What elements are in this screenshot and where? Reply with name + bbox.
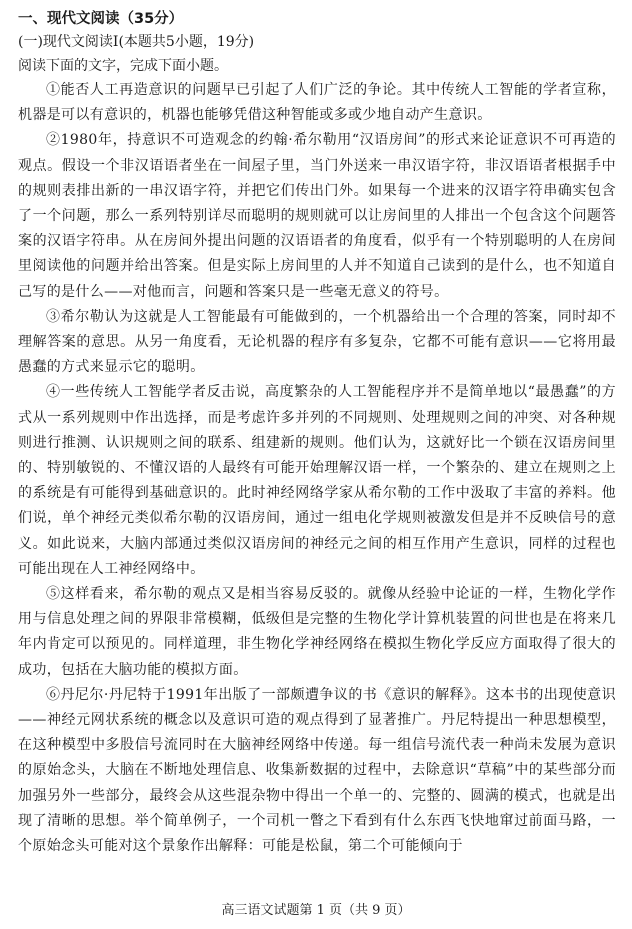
- paragraph-4: ④一些传统人工智能学者反击说，高度繁杂的人工智能程序并不是简单地以“最愚蠢”的方式从一系列规则中作出选择，而是考虑许多并列的不同规则、处理规则之间的冲突、对各种规则进行推测、认识规则之间的联系、组建新的规则。他们认为，这就好比一个锁在汉语房间里的、特别敏锐的、不懂汉语的人最终有可能开始理解汉语一样，一个繁杂的、建立在规则之上的系统是有可能得到基础意识的。此时神经网络学家从希尔勒的工作中汲取了丰富的养料。他们说，单个神经元类似希尔勒的汉语房间，通过一组电化学规则被激发但是并不反映信号的意义。如此说来，大脑内部通过类似汉语房间的神经元之间的相互作用产生意识，同样的过程也可能出现在人工神经网络中。: [18, 384, 616, 577]
- reading-instruction: 阅读下面的文字，完成下面小题。: [18, 58, 228, 74]
- document-page: [18, 8, 616, 859]
- paragraph-5: ⑤这样看来，希尔勒的观点又是相当容易反驳的。就像从经验中论证的一样，生物化学作用与信息处理之间的界限非常模糊，低级但是完整的生物化学计算机装置的问世也是在将来几年内肯定可以预见的。同样道理，非生物化学神经网络在模拟生物化学反应方面取得了很大的成功，包括在大脑功能的模拟方面。: [18, 586, 616, 678]
- paragraph-6: ⑥丹尼尔·丹尼特于1991年出版了一部颇遭争议的书《意识的解释》。这本书的出现使意识——神经元网状系统的概念以及意识可造的观点得到了显著推广。丹尼特提出一种思想模型，在这种模型中多股信号流同时在大脑神经网络中传递。每一组信号流代表一种尚未发展为意识的原始念头，大脑在不断地处理信息、收集新数据的过程中，去除意识“草稿”中的某些部分而加强另外一些部分，最终会从这些混杂物中得出一个单一的、完整的、圆满的模式，也就是出现了清晰的思想。举个简单例子，一个司机一瞥之下看到有什么东西飞快地窜过前面马路，一个原始念头可能对这个景象作出解释：可能是松鼠，第二个可能倾向于: [18, 686, 616, 855]
- page-footer: 高三语文试题第 1 页（共 9 页）: [221, 903, 411, 918]
- sub-section-title: (一)现代文阅读Ⅰ(本题共5小题，19分): [18, 34, 255, 50]
- paragraph-1: ①能否人工再造意识的问题早已引起了人们广泛的争论。其中传统人工智能的学者宣称，机器是可以有意识的，机器也能够凭借这种智能或多或少地自动产生意识。: [18, 82, 616, 124]
- section-title: 一、现代文阅读（35分）: [18, 11, 184, 27]
- paragraph-3: ③希尔勒认为这就是人工智能最有可能做到的，一个机器给出一个合理的答案，同时却不理解答案的意思。从另一角度看，无论机器的程序有多复杂，它都不可能有意识——它将用最愚蠢的方式来显示它的聪明。: [18, 308, 616, 376]
- paragraph-2: ②1980年，持意识不可造观念的约翰·希尔勒用“汉语房间”的形式来论证意识不可再造的观点。假设一个非汉语语者坐在一间屋子里，当门外送来一串汉语字符，非汉语语者根据手中的规则表排出新的一串汉语字符，并把它们传出门外。如果每一个进来的汉语字符串确实包含了一个问题，那么一系列特别详尽而聪明的规则就可以让房间里的人排出一个包含这个问题答案的汉语字符串。从在房间外提出问题的汉语语者的角度看，似乎有一个特别聪明的人在房间里阅读他的问题并给出答案。但是实际上房间里的人并不知道自己读到的是什么，也不知道自己写的是什么——对他而言，问题和答案只是一些毫无意义的符号。: [18, 132, 616, 300]
